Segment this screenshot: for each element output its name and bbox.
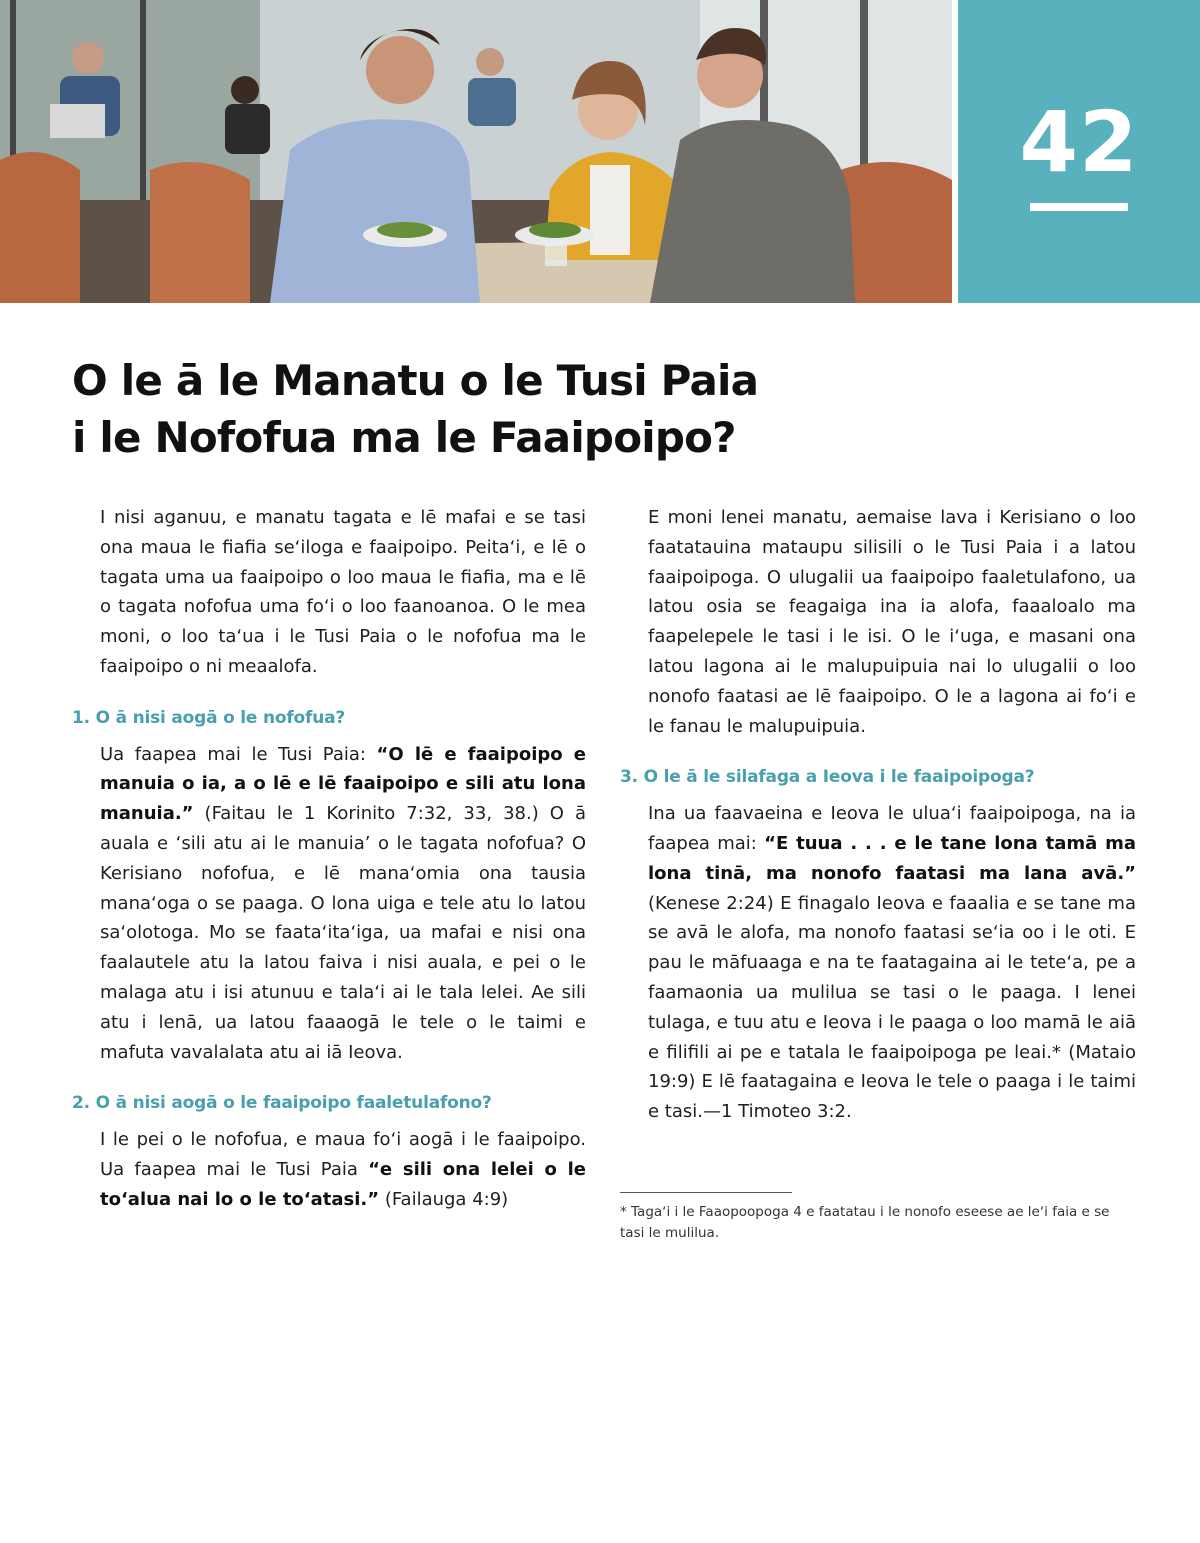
q2-text-before: I le pei o le nofofua, e maua foʻi aogā i le faaipoipo. Ua faapea mai le Tusi Paia bbox=[100, 1129, 586, 1180]
chapter-number-panel bbox=[958, 0, 1200, 303]
q3-scripture-quote: “E tuua . . . e le tane lona tamā ma lona tinā, ma nonofo faatasi ma lana avā.” bbox=[648, 832, 1136, 884]
title-line-2: i le Nofofua ma le Faaipoipo? bbox=[72, 413, 736, 462]
q3-text-before: Ina ua faavaeina e Ieova le uluaʻi faaipoipoga, na ia faapea mai: bbox=[648, 803, 1136, 854]
q3-text-after: (Kenese 2:24) E finagalo Ieova e faaalia e se tane ma se avā le alofa, ma nonofo faatasi seʻia oo i le oti. E pau le māfuaaga e na te faatagaina ai le teteʻa, pe a faamaonia ua mulilua se tasi o le paaga. I lenei tulaga, e tuu atu e Ieova i le paaga o loo mamā le aiā e filifili ai pe e tatala le faaipoipoga pe leai.* (Mataio 19:9) E lē faatagaina e Ieova le tele o paaga i le taimi e tasi.—1 Timoteo 3:2. bbox=[648, 892, 1136, 1123]
question-2-paragraph bbox=[72, 1125, 586, 1214]
question-3-paragraph bbox=[620, 799, 1136, 1127]
header-photo bbox=[0, 0, 952, 303]
question-2-heading: 2. O ā nisi aogā o le faaipoipo faaletulafono? bbox=[72, 1093, 492, 1114]
question-1-paragraph bbox=[72, 740, 586, 1068]
cafe-scene-illustration bbox=[0, 0, 952, 303]
q1-scripture-quote: “O lē e faaipoipo e manuia o ia, a o lē e lē faaipoipo e sili atu lona manuia.” bbox=[100, 743, 586, 825]
page-title bbox=[72, 352, 972, 466]
title-line-1: O le ā le Manatu o le Tusi Paia bbox=[72, 356, 759, 405]
question-3-heading: 3. O le ā le silafaga a Ieova i le faaipoipoga? bbox=[620, 767, 1035, 788]
left-column bbox=[72, 503, 586, 1215]
footnote-divider bbox=[620, 1192, 792, 1193]
chapter-number-underline bbox=[1030, 203, 1128, 211]
q1-text-after: (Faitau le 1 Korinito 7:32, 33, 38.) O ā auala e ‘sili atu ai le manuia’ o le tagata nofofua? O Kerisiano nofofua, e lē manaʻomia ona tausia manaʻoga o se paaga. O lona uiga e tele atu lo latou saʻolotoga. Mo se faataʻitaʻiga, ua mafai e nisi ona faalautele atu la latou faiva i nisi auala, e pei o le malaga atu i isi atunuu e talaʻi ai le tala lelei. Ae sili atu i lenā, ua latou faaaogā le tele o le taimi e mafuta vavalalata atu ai iā Ieova. bbox=[100, 803, 586, 1063]
right-column bbox=[620, 503, 1136, 1127]
q2-scripture-quote: “e sili ona lelei o le toʻalua nai lo o le toʻatasi.” bbox=[100, 1158, 587, 1210]
intro-paragraph: I nisi aganuu, e manatu tagata e lē mafai e se tasi ona maua le fiafia seʻiloga e faaipoipo. Peitaʻi, e lē o tagata uma ua faaipoipo o loo maua le fiafia, ma e lē o tagata nofofua uma foʻi o loo faanoanoa. O le mea moni, o loo taʻua i le Tusi Paia o le nofofua ma le faaipoipo o ni meaalofa. bbox=[100, 507, 586, 677]
chapter-number: 42 bbox=[1019, 93, 1139, 191]
q1-text-before: Ua faapea mai le Tusi Paia: bbox=[100, 743, 377, 765]
q2-text-after: (Failauga 4:9) bbox=[379, 1188, 509, 1210]
question-2-continued-paragraph: E moni lenei manatu, aemaise lava i Kerisiano o loo faatatauina mataupu silisili o le Tusi Paia i a latou faaipoipoga. O ulugalii ua faaipoipo faaletulafono, ua latou osia se feagaiga ina ia alofa, faaaloalo ma faapelepele le tasi i le isi. O le iʻuga, e masani ona latou lagona ai le malupuipuia nai lo ulugalii o loo nonofo faatasi ae lē faaipoipo. O le a lagona ai foʻi e le fanau le malupuipuia. bbox=[648, 507, 1136, 737]
question-1-heading: 1. O ā nisi aogā o le nofofua? bbox=[72, 707, 346, 728]
footnote: * Tagaʻi i le Faaopoopoga 4 e faatatau i le nonofo eseese ae leʻi faia e se tasi le mulilua. bbox=[620, 1204, 1110, 1241]
